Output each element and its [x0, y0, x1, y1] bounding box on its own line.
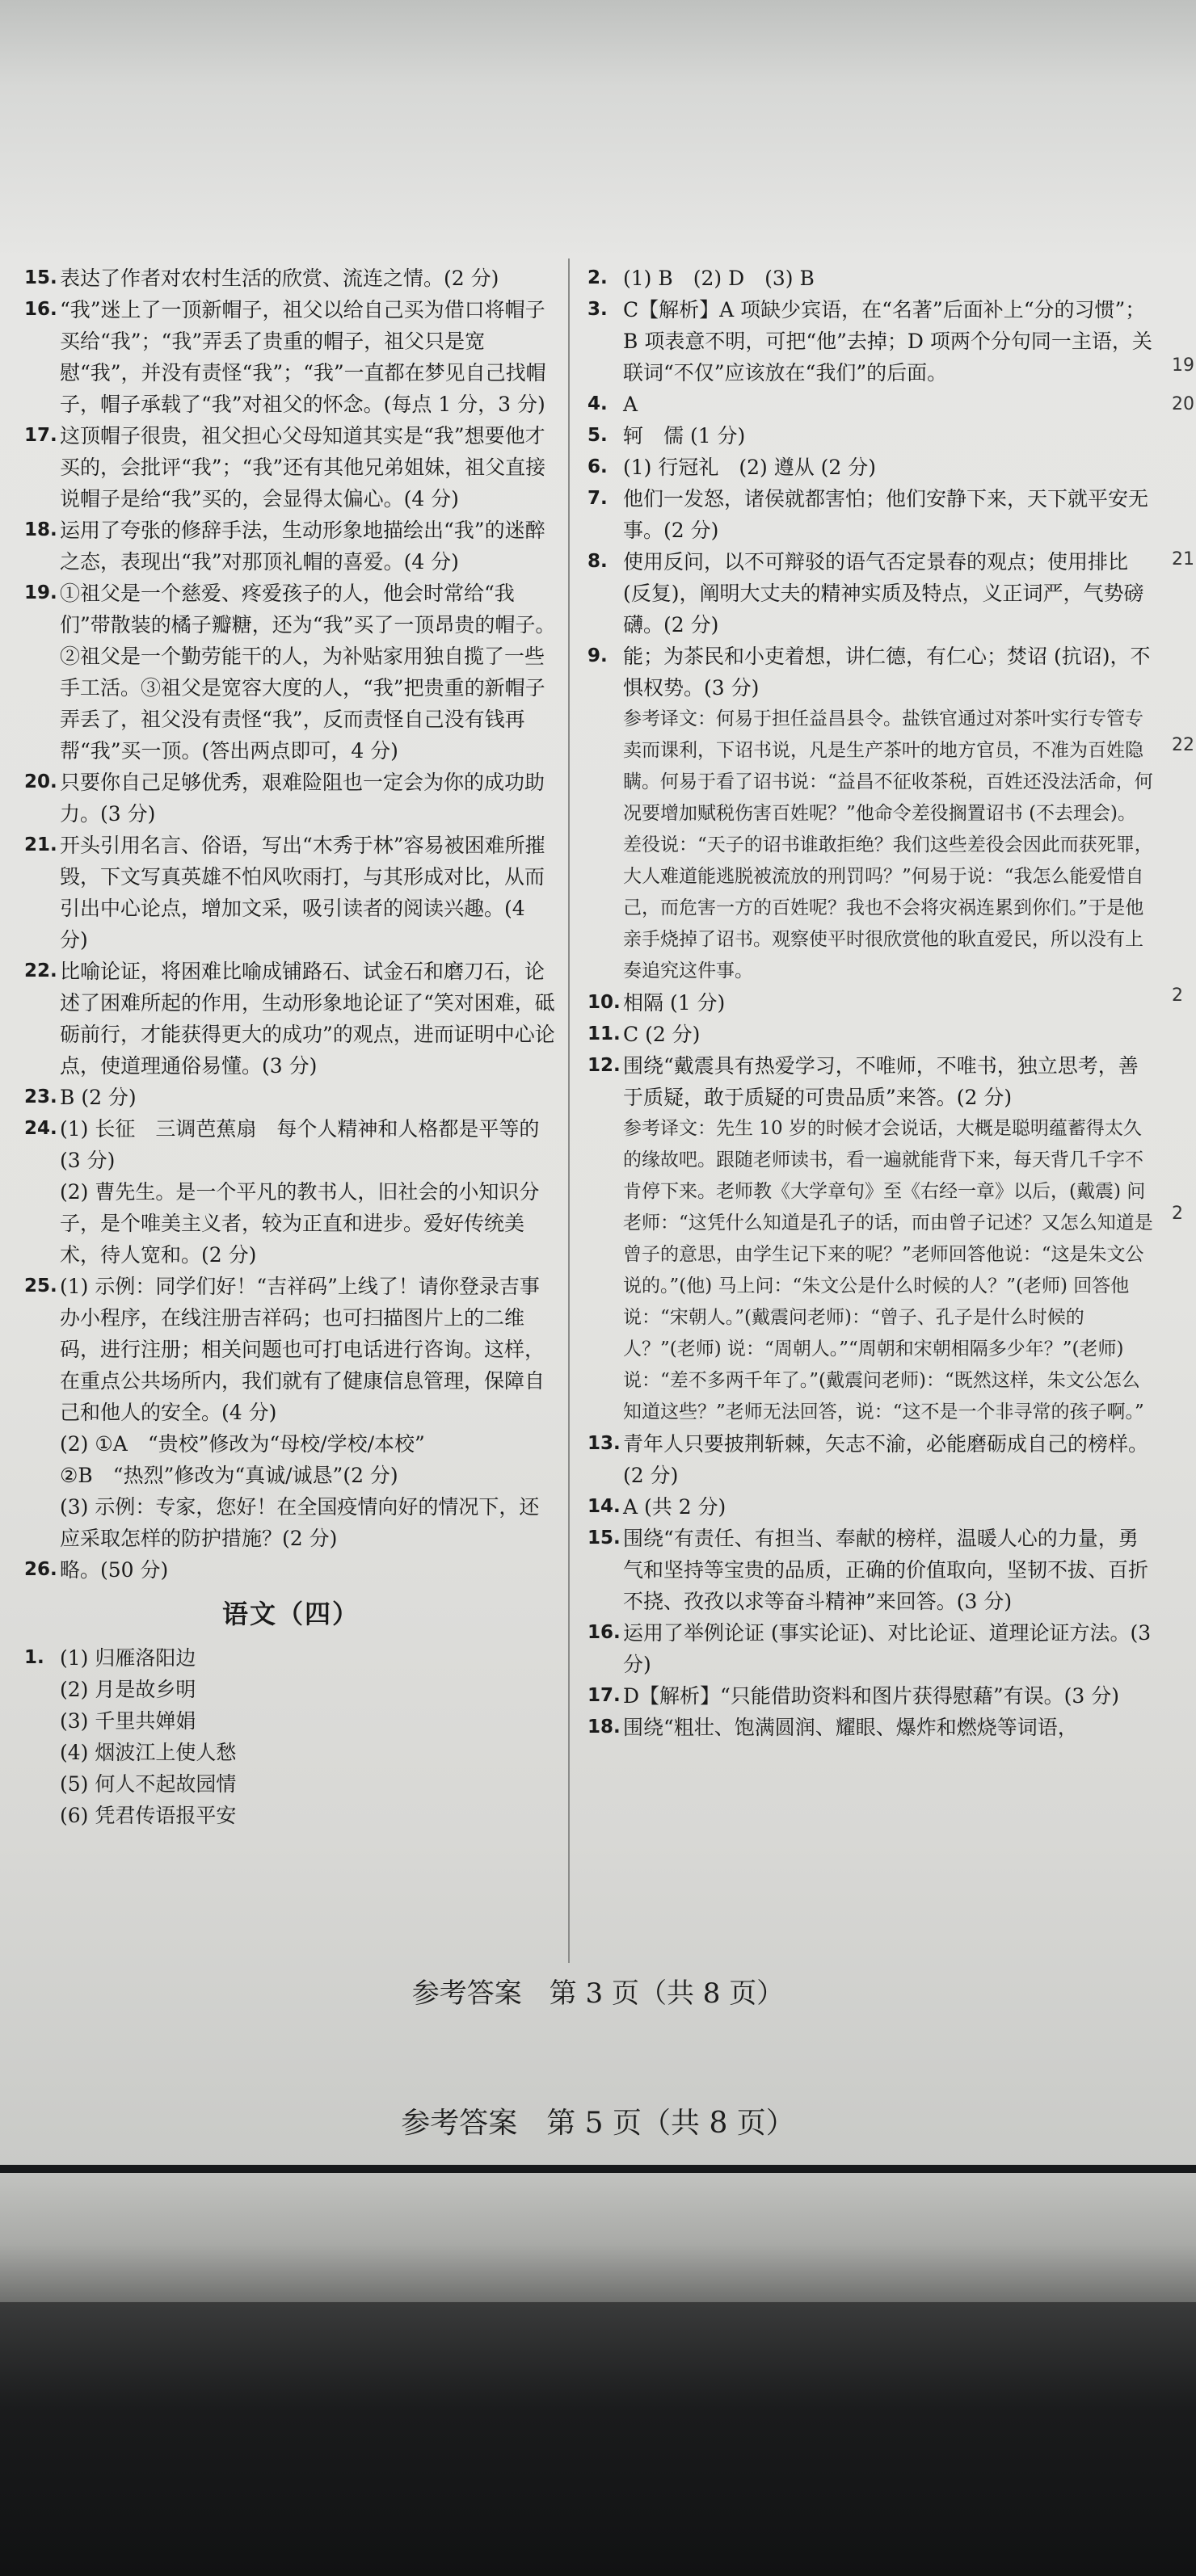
item-text: C【解析】A 项缺少宾语，在“名著”后面补上“分的习惯”；B 项表意不明，可把“他”去掉；D 项两个分句同一主语，关联词“不仅”应该放在“我们”的后面。: [623, 298, 1152, 385]
item-text: A: [623, 393, 638, 416]
item-text: 他们一发怒，诸侯就都害怕；他们安静下来，天下就平安无事。(2 分): [623, 487, 1149, 542]
item-text: (1) 行冠礼 (2) 遵从 (2 分): [623, 456, 877, 479]
item-text: 轲 儒 (1 分): [623, 424, 746, 448]
item-number: 15.: [587, 1528, 621, 1549]
answer-item: [24, 578, 558, 767]
item-number: 17.: [587, 1685, 621, 1706]
item-text: 围绕“粗壮、饱满圆润、耀眼、爆炸和燃烧等词语，: [623, 1716, 1078, 1739]
edge-number: 22: [1172, 735, 1194, 755]
item-text: 围绕“戴震具有热爱学习，不唯师，不唯书，独立思考，善于质疑，敢于质疑的可贵品质”来答。(2 分): [623, 1054, 1139, 1109]
answer-item: [24, 1082, 558, 1113]
item-25: [24, 1271, 558, 1428]
answer-item: [587, 1712, 1153, 1743]
item-text: (1) 示例：同学们好！“吉祥码”上线了！请你登录吉事办小程序，在线注册吉祥码；也可扫描图片上的二维码，进行注册；相关问题也可打电话进行咨询。这样，在重点公共场所内，我们就有了健康信息管理，保障自己和他人的安全。(4 分): [60, 1275, 545, 1424]
item-text: ①祖父是一个慈爱、疼爱孩子的人，他会时常给“我们”带散装的橘子瓣糖，还为“我”买了一顶昂贵的帽子。②祖父是一个勤劳能干的人，为补贴家用独自揽了一些手工活。③祖父是宽容大度的人，“我”把贵重的新帽子弄丢了，祖父没有责怪“我”，反而责怪自己没有钱再帮“我”买一顶。(答出两点即可，4 分): [60, 582, 556, 763]
item-text: 青年人只要披荆斩棘，矢志不渝，必能磨砺成自己的榜样。(2 分): [623, 1432, 1149, 1487]
item-text: A (共 2 分): [623, 1495, 726, 1519]
item-number: 2.: [587, 267, 608, 288]
item-text: (1) 长征 三调芭蕉扇 每个人精神和人格都是平等的 (3 分): [60, 1117, 540, 1172]
answer-item: [587, 294, 1153, 389]
translation-9: 参考译文：何易于担任益昌县令。盐铁官通过对茶叶实行专管专卖而课利，下诏书说，凡是生产茶叶的地方官员，不准为百姓隐瞒。何易于看了诏书说：“益昌不征收茶税，百姓还没法活命，何况要增加赋税伤害百姓呢？”他命令差役搁置诏书 (不去理会)。差役说：“天子的诏书谁敢拒绝？我们这些差役会因此而获死罪，大人难道能逃脱被流放的刑罚吗？”何易于说：“我怎么能爱惜自己，而危害一方的百姓呢？我也不会将灾祸连累到你们。”于是他亲手烧掉了诏书。观察使平时很欣赏他的耿直爱民，所以没有上奏追究这件事。: [623, 708, 1153, 981]
poem-line: (3) 千里共婵娟: [60, 1709, 196, 1733]
poem-line: (2) 月是故乡明: [60, 1678, 196, 1701]
section-title: 语文（四）: [221, 1599, 360, 1629]
item-number: 4.: [587, 393, 608, 414]
edge-number: 19: [1172, 355, 1194, 376]
right-column: [587, 263, 1153, 1743]
item-number: 18.: [24, 519, 57, 540]
answer-item: [587, 1019, 1153, 1050]
item-24-sub: (2) 曹先生。是一个平凡的教书人，旧社会的小知识分子，是个唯美主义者，较为正直和进步。爱好传统美术，待人宽和。(2 分): [60, 1180, 540, 1267]
edge-number: 2: [1172, 1204, 1183, 1224]
answer-item: [587, 263, 1153, 294]
item-25-sub-2: ②B “热烈”修改为“真诚/诚恳”(2 分): [60, 1464, 398, 1487]
answer-item: [587, 1523, 1153, 1617]
item-25-sub-3: (3) 示例：专家，您好！在全国疫情向好的情况下，还应采取怎样的防护措施？(2 分): [60, 1495, 540, 1550]
item-number: 13.: [587, 1433, 621, 1454]
answer-item: [24, 420, 558, 515]
item-number: 25.: [24, 1275, 57, 1296]
item-text: 运用了夸张的修辞手法，生动形象地描绘出“我”的迷醉之态，表现出“我”对那顶礼帽的喜爱。(4 分): [60, 519, 545, 574]
answer-item: [587, 641, 1153, 704]
item-number: 1.: [24, 1647, 44, 1668]
item-number: 21.: [24, 834, 57, 855]
item-text: “我”迷上了一顶新帽子，祖父以给自己买为借口将帽子买给“我”；“我”弄丢了贵重的帽子，祖父只是宽慰“我”，并没有责怪“我”；“我”一直都在梦见自己找帽子，帽子承载了“我”对祖父的怀念。(每点 1 分，3 分): [60, 298, 546, 416]
left-column: [24, 263, 558, 1831]
answer-item: [587, 987, 1153, 1019]
item-number: 3.: [587, 299, 608, 320]
item-text: 相隔 (1 分): [623, 991, 726, 1015]
item-text: 能；为茶民和小吏着想，讲仁德，有仁心；焚诏 (抗诏)，不惧权势。(3 分): [623, 645, 1151, 700]
edge-number: 2: [1172, 985, 1183, 1006]
answer-item: [24, 830, 558, 956]
item-number: 6.: [587, 456, 608, 477]
answer-item: [587, 1428, 1153, 1491]
item-text: (1) 归雁洛阳边: [60, 1646, 196, 1670]
poem-line: (4) 烟波江上使人愁: [60, 1741, 237, 1764]
item-text: 这顶帽子很贵，祖父担心父母知道其实是“我”想要他才买的，会批评“我”；“我”还有其他兄弟姐妹，祖父直接说帽子是给“我”买的，会显得太偏心。(4 分): [60, 424, 546, 511]
item-text: 略。(50 分): [60, 1558, 169, 1582]
page-edge: [0, 2173, 1196, 2302]
answer-item: [587, 1050, 1153, 1113]
answer-item: [587, 483, 1153, 546]
item-text: B (2 分): [60, 1086, 137, 1109]
item-number: 12.: [587, 1055, 621, 1076]
item-text: C (2 分): [623, 1023, 701, 1046]
item-number: 14.: [587, 1496, 621, 1517]
item-text: 开头引用名言、俗语，写出“木秀于林”容易被困难所摧毁，下文写真英雄不怕风吹雨打，与其形成对比，从而引出中心论点，增加文采，吸引读者的阅读兴趣。(4 分): [60, 834, 545, 952]
page-footer-upper: 参考答案 第 3 页（共 8 页）: [411, 1977, 785, 2010]
answer-item: [24, 515, 558, 578]
item-number: 15.: [24, 267, 57, 288]
item-number: 16.: [587, 1622, 621, 1643]
translation-12: 参考译文：先生 10 岁的时候才会说话，大概是聪明蕴蓄得太久的缘故吧。跟随老师读书，看一遍就能背下来，每天背几千字不肯停下来。老师教《大学章句》至《右经一章》以后，(戴震) 问老师：“这凭什么知道是孔子的话，而由曾子记述？又怎么知道是曾子的意思，由学生记下来的呢？”老师回答他说：“这是朱文公说的。”(他) 马上问：“朱文公是什么时候的人？”(老师) 回答他说：“宋朝人。”(戴震问老师)：“曾子、孔子是什么时候的人？”(老师) 说：“周朝人。”“周朝和宋朝相隔多少年？”(老师) 说：“差不多两千年了。”(戴震问老师)：“既然这样，朱文公怎么知道这些？”老师无法回答，说：“这不是一个非寻常的孩子啊。”: [623, 1118, 1153, 1422]
item-26: [24, 1554, 558, 1586]
page-footer-lower: 参考答案 第 5 页（共 8 页）: [401, 2107, 795, 2140]
item-number: 7.: [587, 488, 608, 509]
item-25-sub-1: (2) ①A “贵校”修改为“母校/学校/本校”: [60, 1432, 425, 1456]
item-number: 17.: [24, 425, 57, 446]
item-number: 5.: [587, 425, 608, 446]
answer-item: [587, 1680, 1153, 1712]
background-surface: [0, 2302, 1196, 2576]
answer-item: [587, 1491, 1153, 1523]
answer-item: [24, 263, 558, 294]
item-number: 16.: [24, 299, 57, 320]
item-text: 表达了作者对农村生活的欣赏、流连之情。(2 分): [60, 267, 499, 290]
item-text: 围绕“有责任、有担当、奉献的榜样，温暖人心的力量，勇气和坚持等宝贵的品质，正确的价值取向，坚韧不拔、百折不挠、孜孜以求等奋斗精神”来回答。(3 分): [623, 1527, 1149, 1613]
item-number: 10.: [587, 992, 621, 1013]
item-text: 使用反问，以不可辩驳的语气否定景春的观点；使用排比 (反复)，阐明大丈夫的精神实质及特点，义正词严，气势磅礴。(2 分): [623, 550, 1144, 637]
edge-number: 21: [1172, 549, 1194, 569]
answer-item: [24, 767, 558, 830]
section-item-1: [24, 1642, 558, 1674]
answer-item: [587, 452, 1153, 483]
column-divider: [568, 258, 570, 1963]
item-number: 24.: [24, 1118, 57, 1139]
answer-item: [587, 546, 1153, 641]
item-number: 20.: [24, 771, 57, 792]
answer-item: [24, 1113, 558, 1176]
item-number: 8.: [587, 551, 608, 572]
item-number: 9.: [587, 645, 608, 666]
item-text: 比喻论证，将困难比喻成铺路石、试金石和磨刀石，论述了困难所起的作用，生动形象地论证了“笑对困难，砥砺前行，才能获得更大的成功”的观点，进而证明中心论点，使道理通俗易懂。(3 分): [60, 960, 555, 1078]
item-number: 23.: [24, 1086, 57, 1107]
answer-item: [24, 294, 558, 420]
poem-line: (6) 凭君传语报平安: [60, 1804, 237, 1827]
answer-item: [587, 389, 1153, 420]
item-text: 运用了举例论证 (事实论证)、对比论证、道理论证方法。(3 分): [623, 1621, 1152, 1676]
item-number: 22.: [24, 960, 57, 981]
edge-number: 20: [1172, 394, 1194, 414]
item-number: 19.: [24, 582, 57, 603]
answer-item: [24, 956, 558, 1082]
item-number: 11.: [587, 1023, 621, 1044]
item-text: D【解析】“只能借助资料和图片获得慰藉”有误。(3 分): [623, 1684, 1119, 1708]
item-text: (1) B (2) D (3) B: [623, 267, 815, 290]
poem-line: (5) 何人不起故园情: [60, 1772, 237, 1796]
item-number: 18.: [587, 1717, 621, 1738]
item-text: 只要你自己足够优秀，艰难险阻也一定会为你的成功助力。(3 分): [60, 771, 545, 826]
answer-item: [587, 420, 1153, 452]
answer-item: [587, 1617, 1153, 1680]
item-number: 26.: [24, 1559, 57, 1580]
